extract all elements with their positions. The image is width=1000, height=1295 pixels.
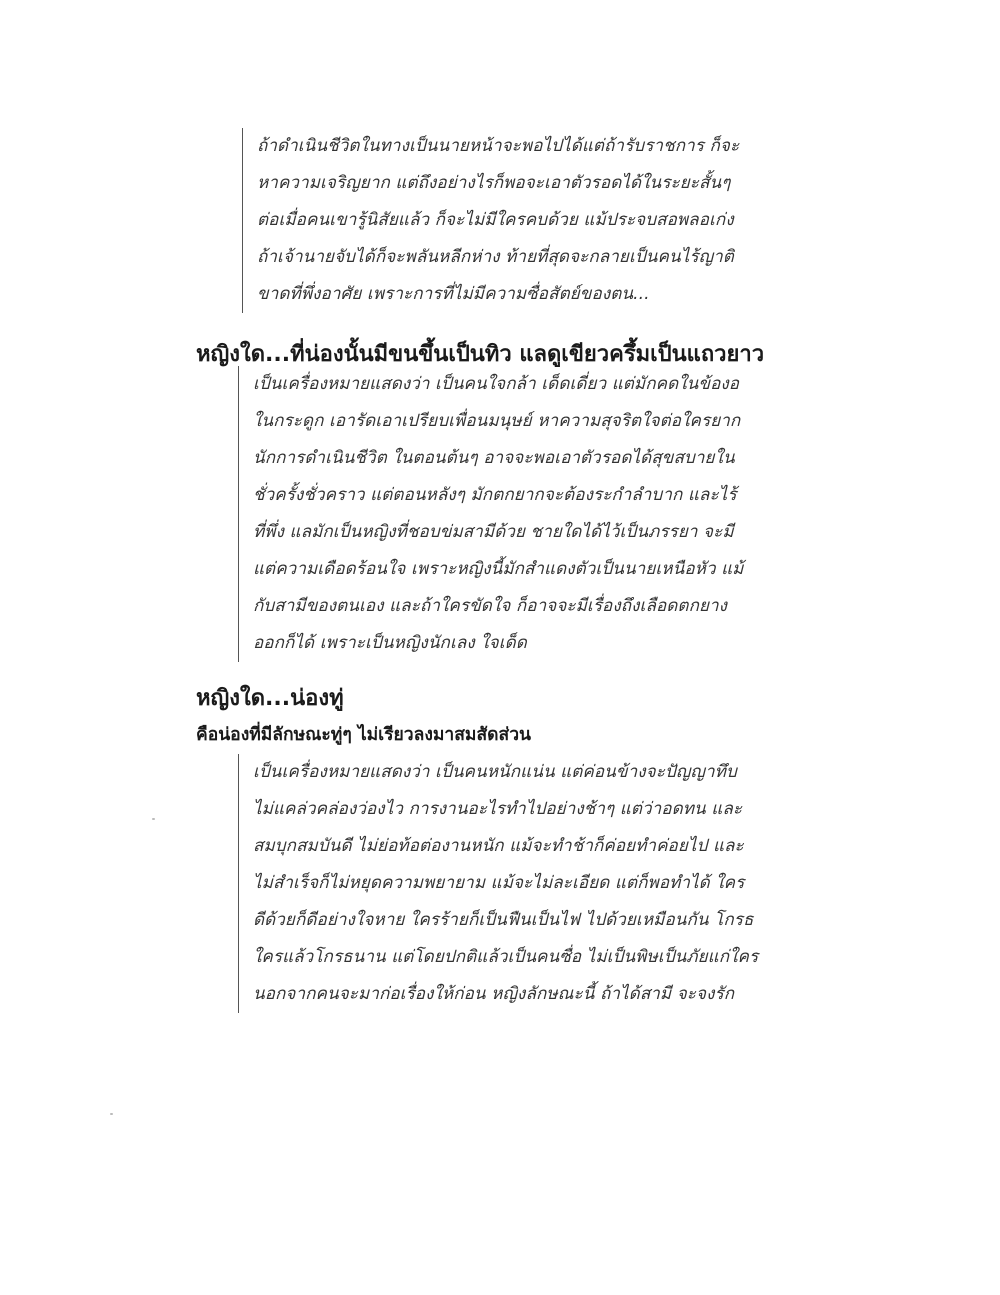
- section2-line: ออกก็ได้ เพราะเป็นหญิงนักเลง ใจเด็ด: [253, 633, 527, 653]
- section1-line: ถ้าดำเนินชีวิตในทางเป็นนายหน้าจะพอไปได้แต่ถ้ารับราชการ ก็จะ: [257, 136, 740, 156]
- section3-line: ไม่แคล่วคล่องว่องไว การงานอะไรทำไปอย่างช้าๆ แต่ว่าอดทน และ: [253, 799, 743, 819]
- section2-line: ที่พึ่ง แลมักเป็นหญิงที่ชอบข่มสามีด้วย ชายใดได้ไว้เป็นภรรยา จะมี: [253, 522, 734, 542]
- section3-line: เป็นเครื่องหมายแสดงว่า เป็นคนหนักแน่น แต่ค่อนข้างจะปัญญาทึบ: [253, 762, 737, 782]
- section1-line: หาความเจริญยาก แต่ถึงอย่างไรก็พอจะเอาตัวรอดได้ในระยะสั้นๆ: [257, 173, 731, 193]
- section2-line: กับสามีของตนเอง และถ้าใครขัดใจ ก็อาจจะมีเรื่องถึงเลือดตกยาง: [253, 596, 728, 616]
- section3-line: สมบุกสมบันดี ไม่ย่อท้อต่องานหนัก แม้จะทำช้าก็ค่อยทำค่อยไป และ: [253, 836, 744, 856]
- section2-line: เป็นเครื่องหมายแสดงว่า เป็นคนใจกล้า เด็ดเดี่ยว แต่มักคดในข้องอ: [253, 374, 740, 394]
- section2-line: แต่ความเดือดร้อนใจ เพราะหญิงนี้มักสำแดงตัวเป็นนายเหนือหัว แม้: [253, 559, 744, 579]
- section2-quote-block: [238, 366, 778, 662]
- section1-quote-block: [242, 128, 782, 313]
- section3-line: ไม่สำเร็จก็ไม่หยุดความพยายาม แม้จะไม่ละเอียด แต่ก็พอทำได้ ใคร: [253, 873, 745, 893]
- section2-line: ชั่วครั้งชั่วคราว แต่ตอนหลังๆ มักตกยากจะต้องระกำลำบาก และไร้: [253, 485, 737, 505]
- section3-quote-block: [238, 754, 778, 1013]
- section1-line: ขาดที่พึ่งอาศัย เพราะการที่ไม่มีความซื่อสัตย์ของตน...: [257, 284, 650, 304]
- section2-heading: หญิงใด...ที่น่องนั้นมีขนขึ้นเป็นทิว แลดูเขียวครึ้มเป็นแถวยาว: [196, 342, 765, 367]
- section3-subheading: คือน่องที่มีลักษณะทู่ๆ ไม่เรียวลงมาสมสัดส่วน: [196, 725, 531, 745]
- section3-heading: หญิงใด...น่องทู่: [196, 686, 344, 711]
- section1-line: ต่อเมื่อคนเขารู้นิสัยแล้ว ก็จะไม่มีใครคบด้วย แม้ประจบสอพลอเก่ง: [257, 210, 734, 230]
- section3-line: ดีด้วยก็ดีอย่างใจหาย ใครร้ายก็เป็นฟืนเป็นไฟ ไปด้วยเหมือนกัน โกรธ: [253, 910, 754, 930]
- section2-line: นักการดำเนินชีวิต ในตอนต้นๆ อาจจะพอเอาตัวรอดได้สุขสบายใน: [253, 448, 735, 468]
- section1-line: ถ้าเจ้านายจับได้ก็จะพลันหลีกห่าง ท้ายที่สุดจะกลายเป็นคนไร้ญาติ: [257, 247, 734, 267]
- scan-speck: [110, 1113, 113, 1115]
- section3-line: ใครแล้วโกรธนาน แต่โดยปกติแล้วเป็นคนซื่อ ไม่เป็นพิษเป็นภัยแก่ใคร: [253, 947, 759, 967]
- section2-line: ในกระดูก เอารัดเอาเปรียบเพื่อนมนุษย์ หาความสุจริตใจต่อใครยาก: [253, 411, 741, 431]
- scan-speck: [152, 818, 155, 820]
- section3-line: นอกจากคนจะมาก่อเรื่องให้ก่อน หญิงลักษณะนี้ ถ้าได้สามี จะจงรัก: [253, 984, 735, 1004]
